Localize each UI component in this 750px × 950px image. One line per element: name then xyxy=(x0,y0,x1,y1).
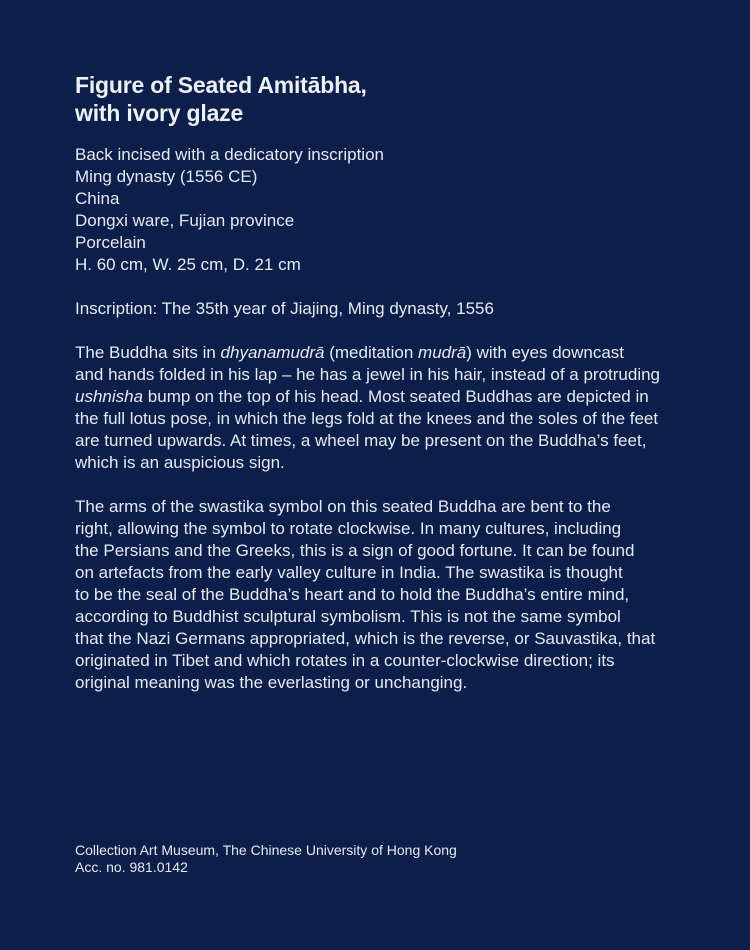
paragraph-2-line-7: that the Nazi Germans appropriated, which is the reverse, or Sauvastika, that xyxy=(75,629,656,648)
detail-country: China xyxy=(75,189,120,208)
detail-ware: Dongxi ware, Fujian province xyxy=(75,211,295,230)
term-ushnisha: ushnisha xyxy=(75,387,144,406)
paragraph-text: (meditation xyxy=(324,343,419,362)
paragraph-2-line-6: according to Buddhist sculptural symbolism. This is not the same symbol xyxy=(75,607,621,626)
detail-inscription-note: Back incised with a dedicatory inscription xyxy=(75,145,384,164)
paragraph-2-line-2: right, allowing the symbol to rotate clockwise. In many cultures, including xyxy=(75,519,622,538)
paragraph-1-line-2: and hands folded in his lap – he has a jewel in his hair, instead of a protruding xyxy=(75,365,661,384)
detail-period: Ming dynasty (1556 CE) xyxy=(75,167,258,186)
paragraph-text: ) with eyes downcast xyxy=(466,343,625,362)
paragraph-text: The Buddha sits in xyxy=(75,343,221,362)
detail-material: Porcelain xyxy=(75,233,146,252)
paragraph-2-line-9: original meaning was the everlasting or unchanging. xyxy=(75,673,468,692)
description-paragraph-1 xyxy=(75,342,695,474)
paragraph-2-line-4: on artefacts from the early valley culture in India. The swastika is thought xyxy=(75,563,623,582)
description-paragraph-2 xyxy=(75,496,695,694)
term-mudra: mudrā xyxy=(418,343,467,362)
inscription-text: Inscription: The 35th year of Jiajing, Ming dynasty, 1556 xyxy=(75,299,494,318)
paragraph-2-line-8: originated in Tibet and which rotates in a counter-clockwise direction; its xyxy=(75,651,615,670)
object-title-line-2: with ivory glaze xyxy=(75,100,244,126)
object-details xyxy=(75,144,695,276)
term-dhyanamudra: dhyanamudrā xyxy=(220,343,325,362)
paragraph-1-line-3 xyxy=(75,386,695,408)
paragraph-1-line-6: which is an auspicious sign. xyxy=(75,453,285,472)
paragraph-2-line-3: the Persians and the Greeks, this is a sign of good fortune. It can be found xyxy=(75,541,635,560)
detail-dimensions: H. 60 cm, W. 25 cm, D. 21 cm xyxy=(75,255,301,274)
object-title-line-1: Figure of Seated Amitābha, xyxy=(75,72,367,98)
paragraph-2-line-1: The arms of the swastika symbol on this seated Buddha are bent to the xyxy=(75,497,611,516)
credit-line: Collection Art Museum, The Chinese University of Hong Kong xyxy=(75,842,457,858)
paragraph-1-line-5: are turned upwards. At times, a wheel may be present on the Buddha’s feet, xyxy=(75,431,647,450)
object-title xyxy=(75,71,695,127)
paragraph-1-line-1 xyxy=(75,342,695,364)
accession-number: Acc. no. 981.0142 xyxy=(75,859,188,875)
paragraph-text: bump on the top of his head. Most seated Buddhas are depicted in xyxy=(143,387,649,406)
paragraph-1-line-4: the full lotus pose, in which the legs fold at the knees and the soles of the feet xyxy=(75,409,659,428)
paragraph-2-line-5: to be the seal of the Buddha’s heart and to hold the Buddha’s entire mind, xyxy=(75,585,630,604)
collection-credit xyxy=(75,842,695,876)
